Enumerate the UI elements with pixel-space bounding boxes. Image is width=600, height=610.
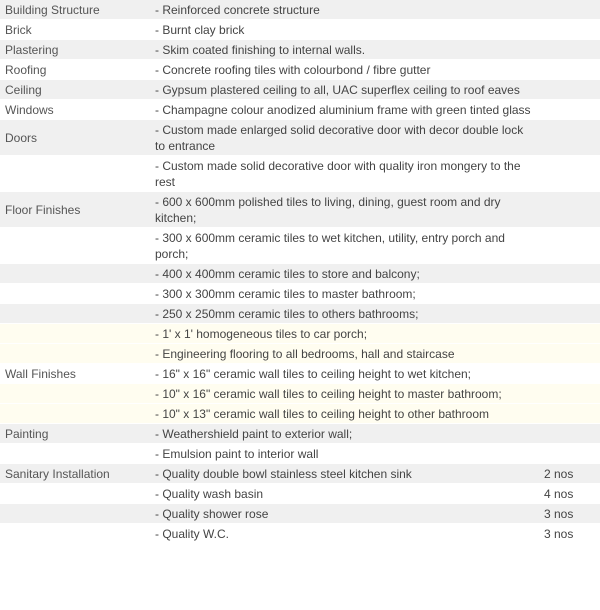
spec-description-cell: - 300 x 300mm ceramic tiles to master bathroom;	[150, 284, 540, 304]
table-row	[0, 40, 600, 60]
spec-category-cell: Painting	[0, 424, 150, 444]
spec-quantity-cell: 3 nos	[540, 504, 600, 524]
spec-description-cell: - Custom made solid decorative door with quality iron mongery to the rest	[150, 156, 540, 192]
table-row	[0, 60, 600, 80]
table-row	[0, 120, 600, 156]
spec-quantity-cell	[540, 364, 600, 384]
spec-category-cell	[0, 156, 150, 192]
spec-category-cell	[0, 228, 150, 264]
table-row	[0, 192, 600, 228]
spec-quantity-cell	[540, 40, 600, 60]
spec-quantity-cell	[540, 20, 600, 40]
spec-description-cell: - Burnt clay brick	[150, 20, 540, 40]
table-row	[0, 20, 600, 40]
spec-description-cell: - 250 x 250mm ceramic tiles to others bathrooms;	[150, 304, 540, 324]
spec-category-cell: Ceiling	[0, 80, 150, 100]
table-row	[0, 404, 600, 424]
spec-quantity-cell	[540, 120, 600, 156]
spec-category-cell	[0, 444, 150, 464]
spec-description-cell: - Concrete roofing tiles with colourbond / fibre gutter	[150, 60, 540, 80]
spec-quantity-cell: 4 nos	[540, 484, 600, 504]
spec-description-cell: - 10" x 13" ceramic wall tiles to ceiling height to other bathroom	[150, 404, 540, 424]
spec-category-cell	[0, 504, 150, 524]
spec-category-cell	[0, 264, 150, 284]
spec-description-cell: - Gypsum plastered ceiling to all, UAC superflex ceiling to roof eaves	[150, 80, 540, 100]
spec-quantity-cell	[540, 284, 600, 304]
spec-quantity-cell	[540, 192, 600, 228]
spec-quantity-cell: 2 nos	[540, 464, 600, 484]
table-row	[0, 364, 600, 384]
spec-description-cell: - 300 x 600mm ceramic tiles to wet kitchen, utility, entry porch and porch;	[150, 228, 540, 264]
spec-category-cell	[0, 324, 150, 344]
spec-category-cell	[0, 404, 150, 424]
spec-category-cell: Doors	[0, 120, 150, 156]
spec-description-cell: - Quality wash basin	[150, 484, 540, 504]
spec-category-cell	[0, 484, 150, 504]
table-row	[0, 80, 600, 100]
table-row	[0, 0, 600, 20]
table-row	[0, 304, 600, 324]
spec-description-cell: - 400 x 400mm ceramic tiles to store and balcony;	[150, 264, 540, 284]
spec-description-cell: - Quality double bowl stainless steel kitchen sink	[150, 464, 540, 484]
spec-description-cell: - Custom made enlarged solid decorative door with decor double lock to entrance	[150, 120, 540, 156]
spec-category-cell: Floor Finishes	[0, 192, 150, 228]
table-row	[0, 324, 600, 344]
table-row	[0, 444, 600, 464]
spec-category-cell: Windows	[0, 100, 150, 120]
spec-quantity-cell	[540, 404, 600, 424]
table-row	[0, 424, 600, 444]
spec-category-cell: Building Structure	[0, 0, 150, 20]
table-row	[0, 524, 600, 544]
spec-quantity-cell	[540, 444, 600, 464]
spec-category-cell: Sanitary Installation	[0, 464, 150, 484]
spec-category-cell: Wall Finishes	[0, 364, 150, 384]
spec-quantity-cell	[540, 264, 600, 284]
spec-category-cell	[0, 344, 150, 364]
spec-description-cell: - 10" x 16" ceramic wall tiles to ceiling height to master bathroom;	[150, 384, 540, 404]
spec-description-cell: - Engineering flooring to all bedrooms, hall and staircase	[150, 344, 540, 364]
spec-quantity-cell	[540, 344, 600, 364]
table-row	[0, 228, 600, 264]
spec-category-cell: Brick	[0, 20, 150, 40]
table-row	[0, 156, 600, 192]
table-row	[0, 264, 600, 284]
spec-quantity-cell	[540, 304, 600, 324]
spec-description-cell: - 600 x 600mm polished tiles to living, dining, guest room and dry kitchen;	[150, 192, 540, 228]
spec-description-cell: - Quality shower rose	[150, 504, 540, 524]
spec-category-cell	[0, 524, 150, 544]
spec-category-cell: Plastering	[0, 40, 150, 60]
table-row	[0, 464, 600, 484]
table-row	[0, 504, 600, 524]
spec-quantity-cell	[540, 324, 600, 344]
spec-quantity-cell	[540, 80, 600, 100]
spec-quantity-cell	[540, 424, 600, 444]
spec-description-cell: - Skim coated finishing to internal walls.	[150, 40, 540, 60]
table-row	[0, 284, 600, 304]
spec-quantity-cell	[540, 60, 600, 80]
spec-description-cell: - Champagne colour anodized aluminium frame with green tinted glass	[150, 100, 540, 120]
table-row	[0, 100, 600, 120]
spec-description-cell: - Quality W.C.	[150, 524, 540, 544]
spec-quantity-cell	[540, 384, 600, 404]
table-row	[0, 384, 600, 404]
spec-description-cell: - Weathershield paint to exterior wall;	[150, 424, 540, 444]
spec-category-cell	[0, 304, 150, 324]
spec-quantity-cell	[540, 100, 600, 120]
spec-description-cell: - 16" x 16" ceramic wall tiles to ceiling height to wet kitchen;	[150, 364, 540, 384]
spec-category-cell	[0, 284, 150, 304]
spec-description-cell: - 1' x 1' homogeneous tiles to car porch;	[150, 324, 540, 344]
spec-quantity-cell: 3 nos	[540, 524, 600, 544]
spec-quantity-cell	[540, 228, 600, 264]
spec-category-cell	[0, 384, 150, 404]
spec-quantity-cell	[540, 0, 600, 20]
spec-description-cell: - Reinforced concrete structure	[150, 0, 540, 20]
spec-description-cell: - Emulsion paint to interior wall	[150, 444, 540, 464]
spec-quantity-cell	[540, 156, 600, 192]
spec-category-cell: Roofing	[0, 60, 150, 80]
table-row	[0, 484, 600, 504]
table-row	[0, 344, 600, 364]
